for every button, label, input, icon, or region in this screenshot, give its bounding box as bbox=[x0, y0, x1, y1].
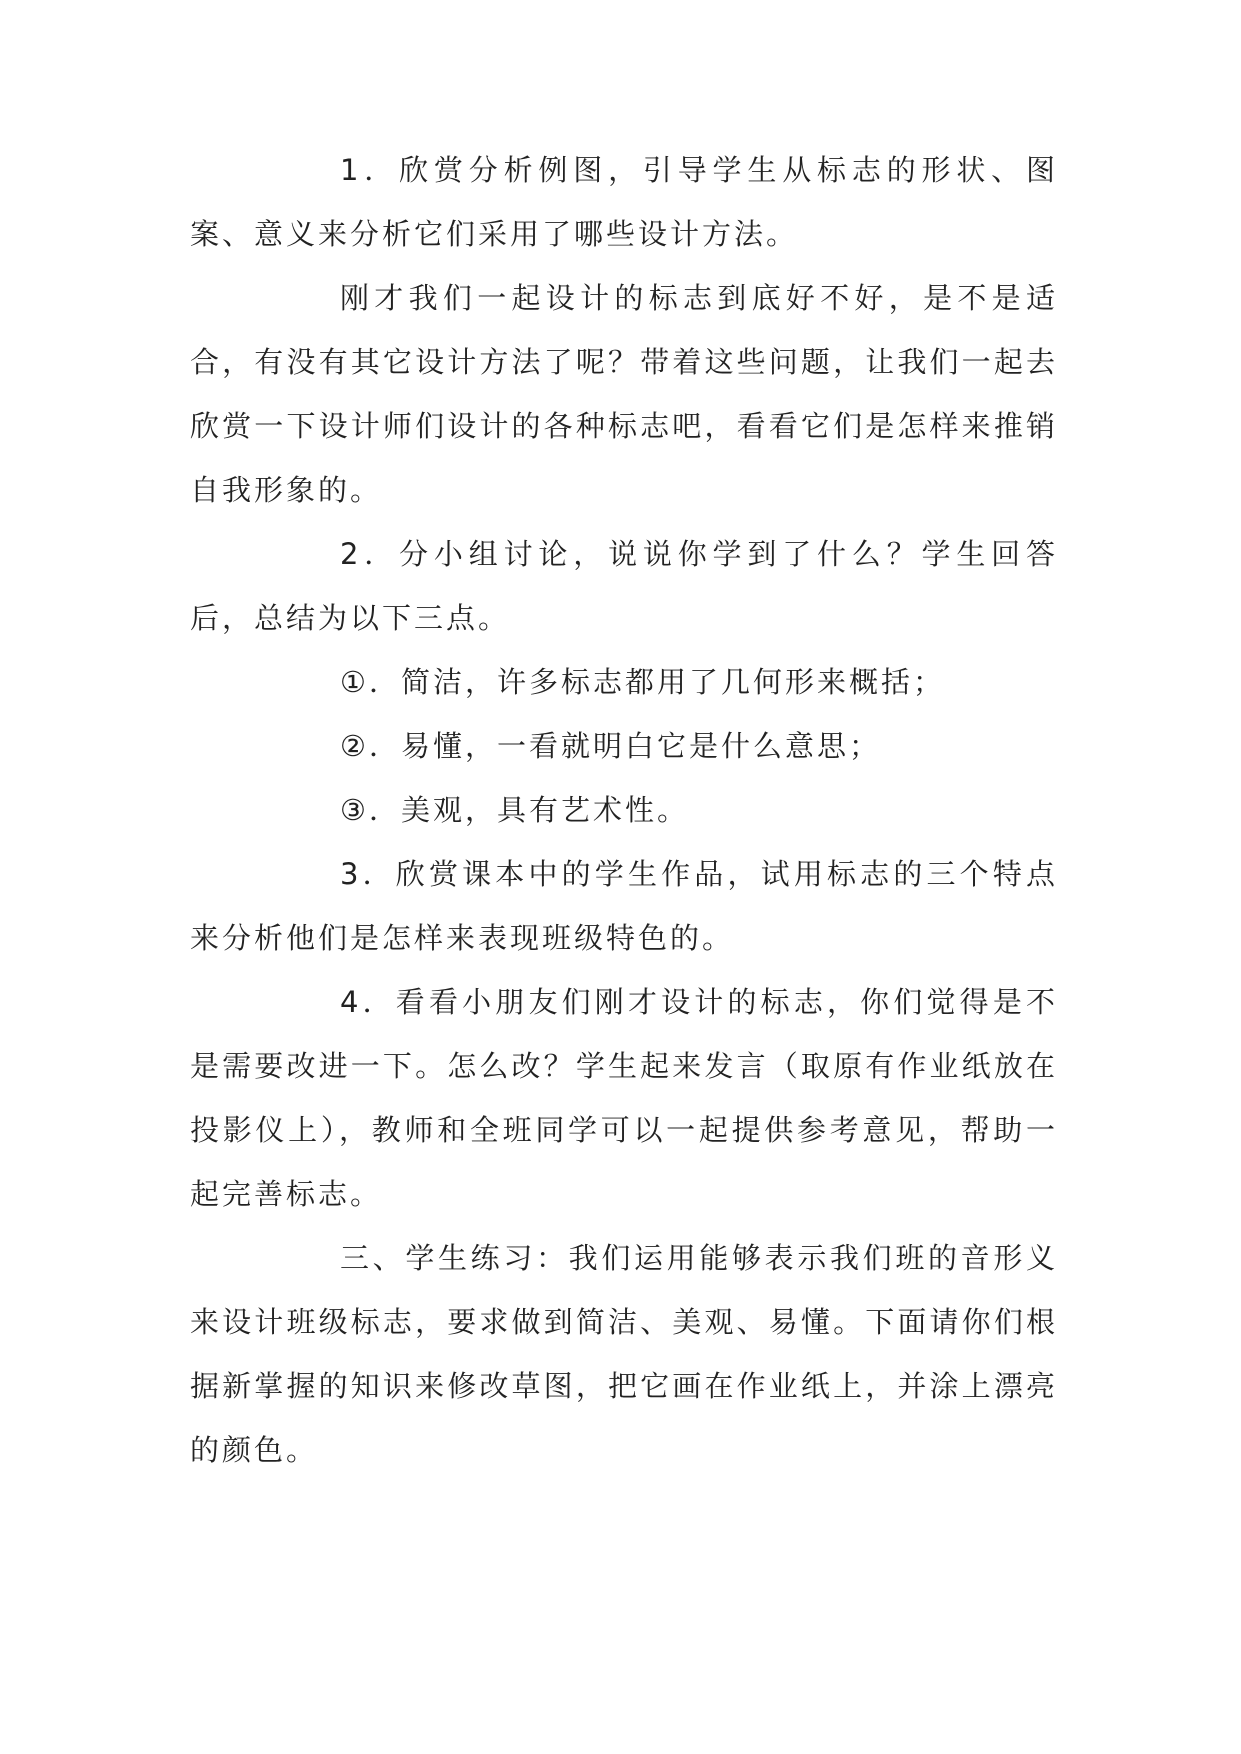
list-item-3: ③．美观，具有艺术性。 bbox=[340, 793, 689, 827]
paragraph-4: 3．欣赏课本中的学生作品，试用标志的三个特点来分析他们是怎样来表现班级特色的。 bbox=[190, 857, 1058, 955]
paragraph-3: 2．分小组讨论，说说你学到了什么？学生回答后，总结为以下三点。 bbox=[190, 537, 1058, 635]
paragraph-1: 1．欣赏分析例图，引导学生从标志的形状、图案、意义来分析它们采用了哪些设计方法。 bbox=[190, 153, 1058, 251]
paragraph-2: 刚才我们一起设计的标志到底好不好，是不是适合，有没有其它设计方法了呢？带着这些问题，让我们一起去欣赏一下设计师们设计的各种标志吧，看看它们是怎样来推销自我形象的。 bbox=[190, 281, 1058, 507]
list-item-2: ②．易懂，一看就明白它是什么意思； bbox=[340, 729, 881, 763]
paragraph-5: 4．看看小朋友们刚才设计的标志，你们觉得是不是需要改进一下。怎么改？学生起来发言（取原有作业纸放在投影仪上），教师和全班同学可以一起提供参考意见，帮助一起完善标志。 bbox=[190, 985, 1058, 1211]
paragraph-6: 三、学生练习：我们运用能够表示我们班的音形义来设计班级标志，要求做到简洁、美观、易懂。下面请你们根据新掌握的知识来修改草图，把它画在作业纸上，并涂上漂亮的颜色。 bbox=[190, 1241, 1058, 1467]
list-item-1: ①．简洁，许多标志都用了几何形来概括； bbox=[340, 665, 945, 699]
